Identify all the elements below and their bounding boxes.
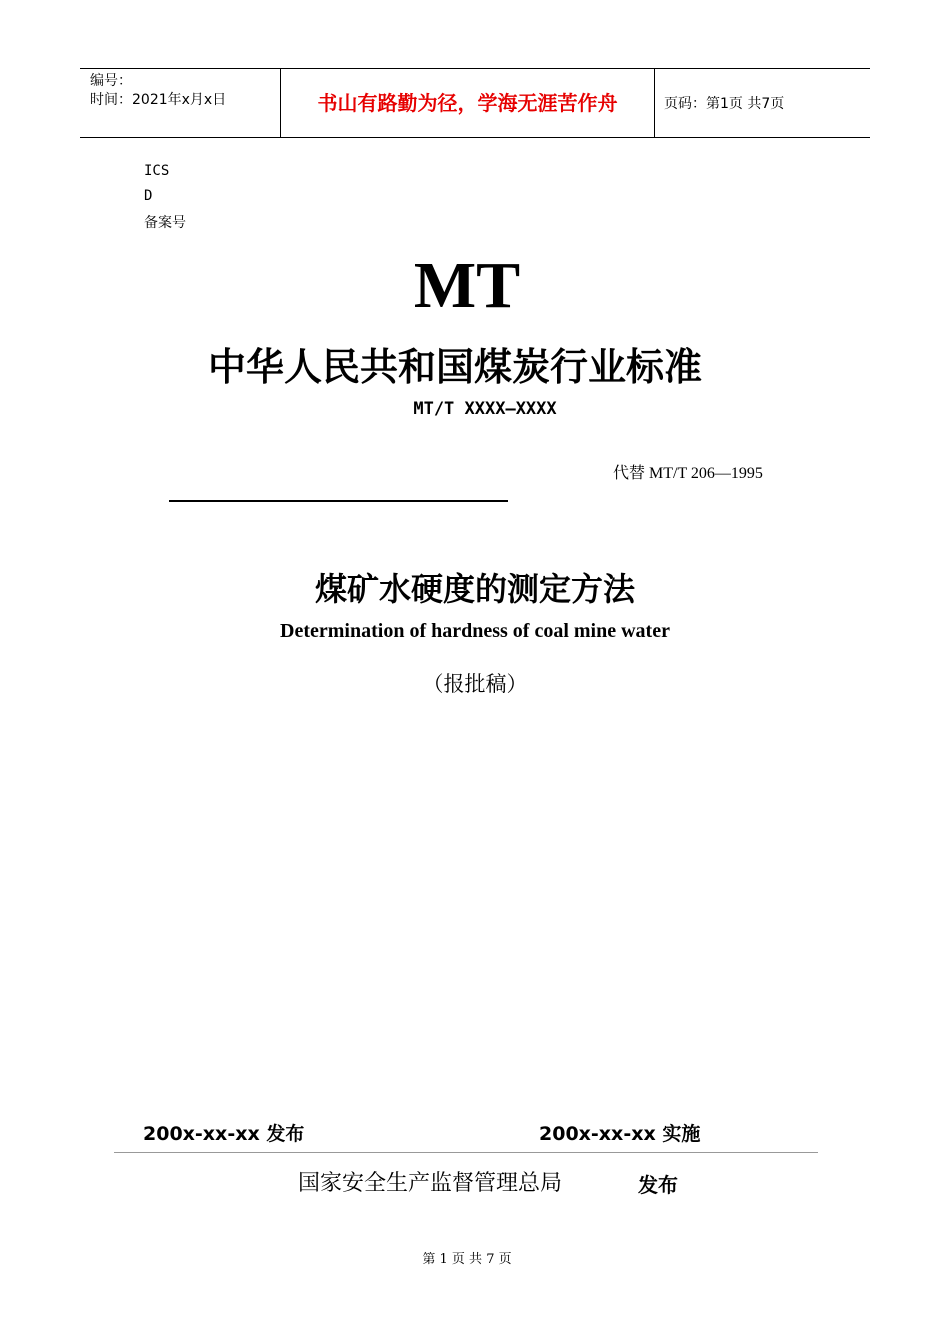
page-footer: 第 1 页 共 7 页	[422, 1252, 512, 1267]
record-label: 备案号	[144, 215, 186, 231]
header-right-cell	[655, 69, 870, 137]
d-label: D	[144, 188, 153, 204]
publisher-name: 国家安全生产监督管理总局	[298, 1171, 563, 1196]
document-title: 煤矿水硬度的测定方法	[314, 570, 635, 608]
header-left-cell	[80, 69, 280, 137]
header-table	[80, 68, 870, 138]
footer-divider	[114, 1152, 818, 1153]
standard-mark: MT	[413, 249, 521, 322]
publish-date: 200x-xx-xx 发布	[143, 1123, 305, 1145]
replaces-label: 代替 MT/T 206—1995	[613, 465, 763, 482]
page-label: 页码：第1页 共7页	[664, 96, 785, 112]
standard-name: 中华人民共和国煤炭行业标准	[207, 345, 702, 389]
number-label: 编号：	[90, 73, 132, 89]
document-title-en: Determination of hardness of coal mine water	[280, 620, 670, 642]
header-motto-cell	[280, 69, 655, 137]
document-status: （报批稿）	[422, 672, 528, 696]
implement-date: 200x-xx-xx 实施	[539, 1123, 701, 1145]
publisher-action: 发布	[638, 1173, 678, 1197]
ics-label: ICS	[144, 163, 170, 179]
title-divider	[169, 500, 508, 502]
motto: 书山有路勤为径，学海无涯苦作舟	[317, 91, 618, 115]
time-label: 时间：2021年x月x日	[90, 92, 227, 108]
standard-code: MT/T XXXX—XXXX	[413, 399, 557, 419]
